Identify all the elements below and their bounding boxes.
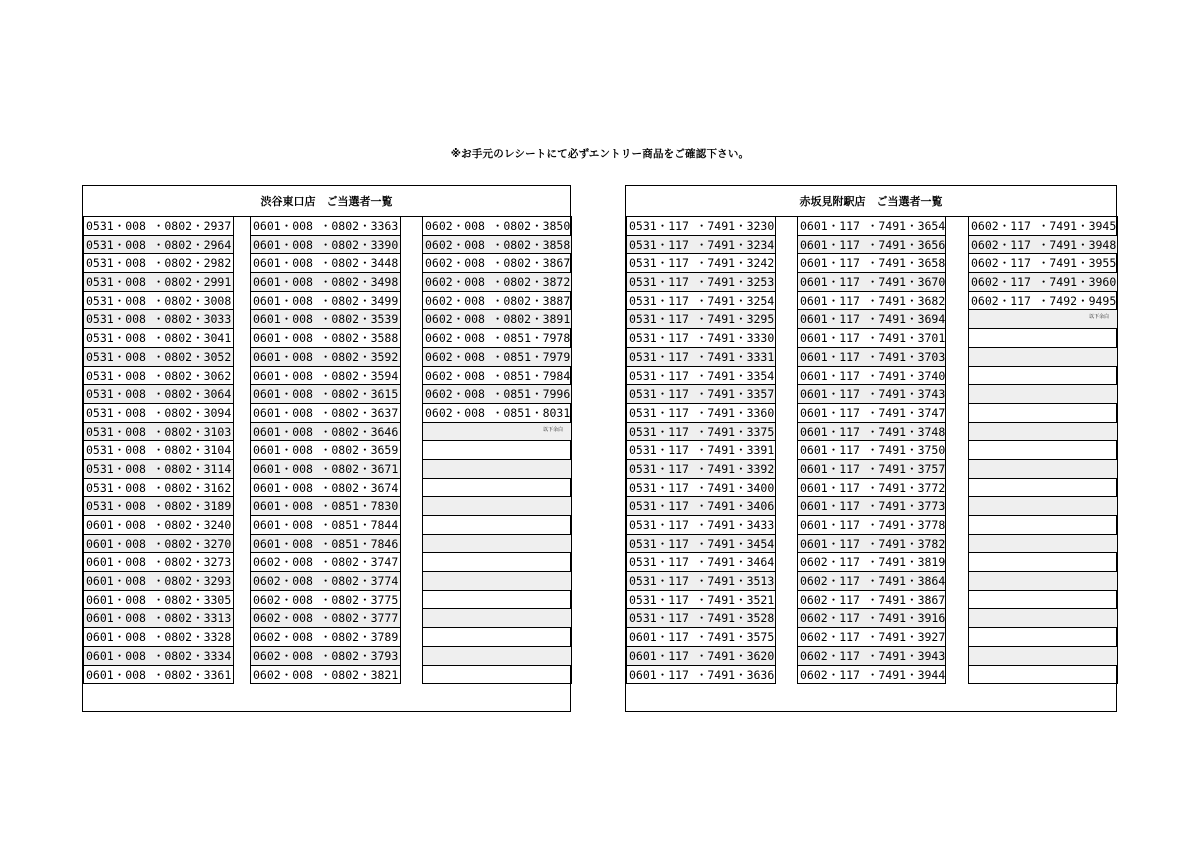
winner-number: 0531・117 ・7491・3230: [626, 216, 776, 236]
winner-number: 0602・008 ・0802・3891: [422, 309, 572, 329]
empty-cell: [968, 515, 1118, 535]
empty-cell: [968, 347, 1118, 367]
panel-akasaka: [625, 185, 1117, 712]
winner-number: 0602・008 ・0802・3821: [250, 665, 401, 685]
winner-number: 0531・117 ・7491・3253: [626, 272, 776, 292]
winner-number: 0601・008 ・0802・3674: [250, 478, 401, 498]
empty-cell: [422, 627, 572, 647]
winner-number: 0601・008 ・0802・3659: [250, 440, 401, 460]
panel-shibuya: [82, 185, 571, 712]
winner-number: 0601・008 ・0802・3305: [83, 590, 234, 610]
winner-number: 0601・117 ・7491・3636: [626, 665, 776, 685]
empty-cell: [968, 440, 1118, 460]
winner-number: 0531・008 ・0802・3008: [83, 291, 234, 311]
winner-number: 0602・117 ・7492・9495: [968, 291, 1118, 311]
winner-column: [626, 217, 776, 684]
winner-number: 0601・117 ・7491・3694: [797, 309, 946, 329]
blank-note: 以下余白: [968, 309, 1118, 329]
panel-title: 渋谷東口店 ご当選者一覧: [83, 186, 570, 217]
empty-cell: [422, 496, 572, 516]
winner-number: 0531・117 ・7491・3528: [626, 608, 776, 628]
winner-number: 0601・117 ・7491・3782: [797, 534, 946, 554]
panel-title: 赤坂見附駅店 ご当選者一覧: [626, 186, 1116, 217]
empty-cell: [422, 552, 572, 572]
winner-number: 0601・008 ・0802・3588: [250, 328, 401, 348]
winner-number: 0531・008 ・0802・3114: [83, 459, 234, 479]
empty-cell: [422, 608, 572, 628]
winner-number: 0531・117 ・7491・3433: [626, 515, 776, 535]
empty-cell: [422, 515, 572, 535]
winner-number: 0601・117 ・7491・3701: [797, 328, 946, 348]
winner-number: 0601・117 ・7491・3747: [797, 403, 946, 423]
winner-number: 0602・008 ・0802・3774: [250, 571, 401, 591]
winner-number: 0602・008 ・0851・7984: [422, 366, 572, 386]
winner-number: 0602・008 ・0851・7996: [422, 384, 572, 404]
winner-number: 0601・008 ・0802・3328: [83, 627, 234, 647]
winner-number: 0602・008 ・0851・7979: [422, 347, 572, 367]
winner-number: 0601・008 ・0802・3240: [83, 515, 234, 535]
empty-cell: [968, 366, 1118, 386]
winner-number: 0602・117 ・7491・3927: [797, 627, 946, 647]
winner-number: 0531・008 ・0802・2937: [83, 216, 234, 236]
winner-number: 0602・008 ・0802・3887: [422, 291, 572, 311]
winner-number: 0531・008 ・0802・3064: [83, 384, 234, 404]
empty-cell: [422, 534, 572, 554]
winner-number: 0602・117 ・7491・3945: [968, 216, 1118, 236]
winner-number: 0601・008 ・0802・3273: [83, 552, 234, 572]
empty-cell: [968, 403, 1118, 423]
winner-number: 0601・008 ・0802・3594: [250, 366, 401, 386]
winner-number: 0531・117 ・7491・3392: [626, 459, 776, 479]
empty-cell: [422, 665, 572, 685]
winner-column: [250, 217, 401, 684]
winner-number: 0601・117 ・7491・3658: [797, 253, 946, 273]
winner-number: 0602・008 ・0802・3872: [422, 272, 572, 292]
winner-number: 0602・008 ・0802・3775: [250, 590, 401, 610]
winner-number: 0602・117 ・7491・3864: [797, 571, 946, 591]
empty-cell: [968, 459, 1118, 479]
winner-number: 0602・117 ・7491・3955: [968, 253, 1118, 273]
empty-cell: [968, 422, 1118, 442]
blank-note: 以下余白: [422, 422, 572, 442]
winner-number: 0602・117 ・7491・3943: [797, 646, 946, 666]
winner-number: 0602・008 ・0851・7978: [422, 328, 572, 348]
winner-number: 0601・117 ・7491・3757: [797, 459, 946, 479]
winner-number: 0531・117 ・7491・3330: [626, 328, 776, 348]
winner-number: 0531・117 ・7491・3464: [626, 552, 776, 572]
winner-number: 0531・008 ・0802・3162: [83, 478, 234, 498]
winner-number: 0531・008 ・0802・3041: [83, 328, 234, 348]
winner-number: 0531・117 ・7491・3454: [626, 534, 776, 554]
winner-number: 0531・117 ・7491・3295: [626, 309, 776, 329]
winner-number: 0601・117 ・7491・3620: [626, 646, 776, 666]
empty-cell: [968, 384, 1118, 404]
winner-number: 0601・008 ・0802・3270: [83, 534, 234, 554]
winner-number: 0601・008 ・0802・3615: [250, 384, 401, 404]
winner-number: 0601・117 ・7491・3682: [797, 291, 946, 311]
winner-number: 0531・008 ・0802・2991: [83, 272, 234, 292]
winner-number: 0601・117 ・7491・3703: [797, 347, 946, 367]
winner-number: 0531・117 ・7491・3360: [626, 403, 776, 423]
winner-number: 0601・117 ・7491・3670: [797, 272, 946, 292]
winner-number: 0531・008 ・0802・3033: [83, 309, 234, 329]
winner-number: 0601・008 ・0802・3498: [250, 272, 401, 292]
empty-cell: [968, 665, 1118, 685]
winner-number: 0601・008 ・0802・3390: [250, 235, 401, 255]
winner-number: 0601・008 ・0802・3313: [83, 608, 234, 628]
winner-number: 0602・117 ・7491・3819: [797, 552, 946, 572]
winner-number: 0601・008 ・0802・3361: [83, 665, 234, 685]
winner-number: 0601・117 ・7491・3654: [797, 216, 946, 236]
winner-number: 0531・117 ・7491・3406: [626, 496, 776, 516]
winner-number: 0602・008 ・0802・3867: [422, 253, 572, 273]
empty-cell: [422, 440, 572, 460]
winner-number: 0601・117 ・7491・3656: [797, 235, 946, 255]
winner-number: 0602・008 ・0802・3850: [422, 216, 572, 236]
empty-cell: [422, 478, 572, 498]
winner-number: 0531・117 ・7491・3391: [626, 440, 776, 460]
winner-number: 0601・008 ・0802・3293: [83, 571, 234, 591]
winner-number: 0602・117 ・7491・3944: [797, 665, 946, 685]
winner-number: 0601・008 ・0802・3499: [250, 291, 401, 311]
winner-number: 0601・008 ・0802・3646: [250, 422, 401, 442]
winner-number: 0602・008 ・0851・8031: [422, 403, 572, 423]
winner-number: 0601・008 ・0802・3592: [250, 347, 401, 367]
winner-number: 0602・008 ・0802・3777: [250, 608, 401, 628]
winner-number: 0531・117 ・7491・3331: [626, 347, 776, 367]
winner-number: 0531・008 ・0802・3062: [83, 366, 234, 386]
winner-number: 0531・008 ・0802・3052: [83, 347, 234, 367]
winner-number: 0602・117 ・7491・3948: [968, 235, 1118, 255]
winner-number: 0602・117 ・7491・3916: [797, 608, 946, 628]
winner-column: [797, 217, 946, 684]
empty-cell: [968, 627, 1118, 647]
winner-number: 0601・117 ・7491・3748: [797, 422, 946, 442]
winner-number: 0602・008 ・0802・3793: [250, 646, 401, 666]
empty-cell: [968, 478, 1118, 498]
empty-cell: [968, 496, 1118, 516]
empty-cell: [422, 571, 572, 591]
winner-number: 0531・117 ・7491・3357: [626, 384, 776, 404]
winner-number: 0601・117 ・7491・3743: [797, 384, 946, 404]
winner-number: 0602・008 ・0802・3858: [422, 235, 572, 255]
winner-number: 0601・008 ・0802・3334: [83, 646, 234, 666]
winner-number: 0531・117 ・7491・3375: [626, 422, 776, 442]
notice-text: ※お手元のレシートにて必ずエントリー商品をご確認下さい。: [450, 148, 750, 160]
winner-number: 0531・008 ・0802・2982: [83, 253, 234, 273]
winner-number: 0601・008 ・0851・7830: [250, 496, 401, 516]
winner-number: 0531・008 ・0802・3189: [83, 496, 234, 516]
winner-number: 0531・008 ・0802・2964: [83, 235, 234, 255]
winner-number: 0601・008 ・0802・3539: [250, 309, 401, 329]
empty-cell: [968, 646, 1118, 666]
winner-number: 0601・117 ・7491・3740: [797, 366, 946, 386]
winner-number: 0531・008 ・0802・3103: [83, 422, 234, 442]
winner-number: 0531・117 ・7491・3513: [626, 571, 776, 591]
winner-column: [968, 217, 1118, 684]
winner-number: 0601・008 ・0851・7844: [250, 515, 401, 535]
winner-number: 0531・117 ・7491・3254: [626, 291, 776, 311]
empty-cell: [422, 459, 572, 479]
winner-number: 0601・008 ・0802・3448: [250, 253, 401, 273]
empty-cell: [968, 608, 1118, 628]
empty-cell: [968, 590, 1118, 610]
winner-number: 0531・008 ・0802・3104: [83, 440, 234, 460]
empty-cell: [968, 328, 1118, 348]
winner-number: 0602・117 ・7491・3867: [797, 590, 946, 610]
winner-number: 0601・117 ・7491・3772: [797, 478, 946, 498]
winner-number: 0602・117 ・7491・3960: [968, 272, 1118, 292]
empty-cell: [968, 552, 1118, 572]
winner-number: 0531・008 ・0802・3094: [83, 403, 234, 423]
empty-cell: [968, 534, 1118, 554]
winner-number: 0601・008 ・0851・7846: [250, 534, 401, 554]
winner-number: 0602・008 ・0802・3747: [250, 552, 401, 572]
winner-number: 0602・008 ・0802・3789: [250, 627, 401, 647]
empty-cell: [968, 571, 1118, 591]
winner-number: 0531・117 ・7491・3242: [626, 253, 776, 273]
winner-number: 0601・117 ・7491・3773: [797, 496, 946, 516]
winner-number: 0601・008 ・0802・3363: [250, 216, 401, 236]
winner-number: 0601・008 ・0802・3671: [250, 459, 401, 479]
empty-cell: [422, 590, 572, 610]
winner-number: 0601・117 ・7491・3575: [626, 627, 776, 647]
winner-number: 0531・117 ・7491・3354: [626, 366, 776, 386]
winner-number: 0601・117 ・7491・3750: [797, 440, 946, 460]
winner-number: 0531・117 ・7491・3234: [626, 235, 776, 255]
winner-number: 0601・008 ・0802・3637: [250, 403, 401, 423]
winner-number: 0531・117 ・7491・3521: [626, 590, 776, 610]
winner-column: [83, 217, 234, 684]
winner-number: 0531・117 ・7491・3400: [626, 478, 776, 498]
winner-column: [422, 217, 572, 684]
winner-number: 0601・117 ・7491・3778: [797, 515, 946, 535]
empty-cell: [422, 646, 572, 666]
